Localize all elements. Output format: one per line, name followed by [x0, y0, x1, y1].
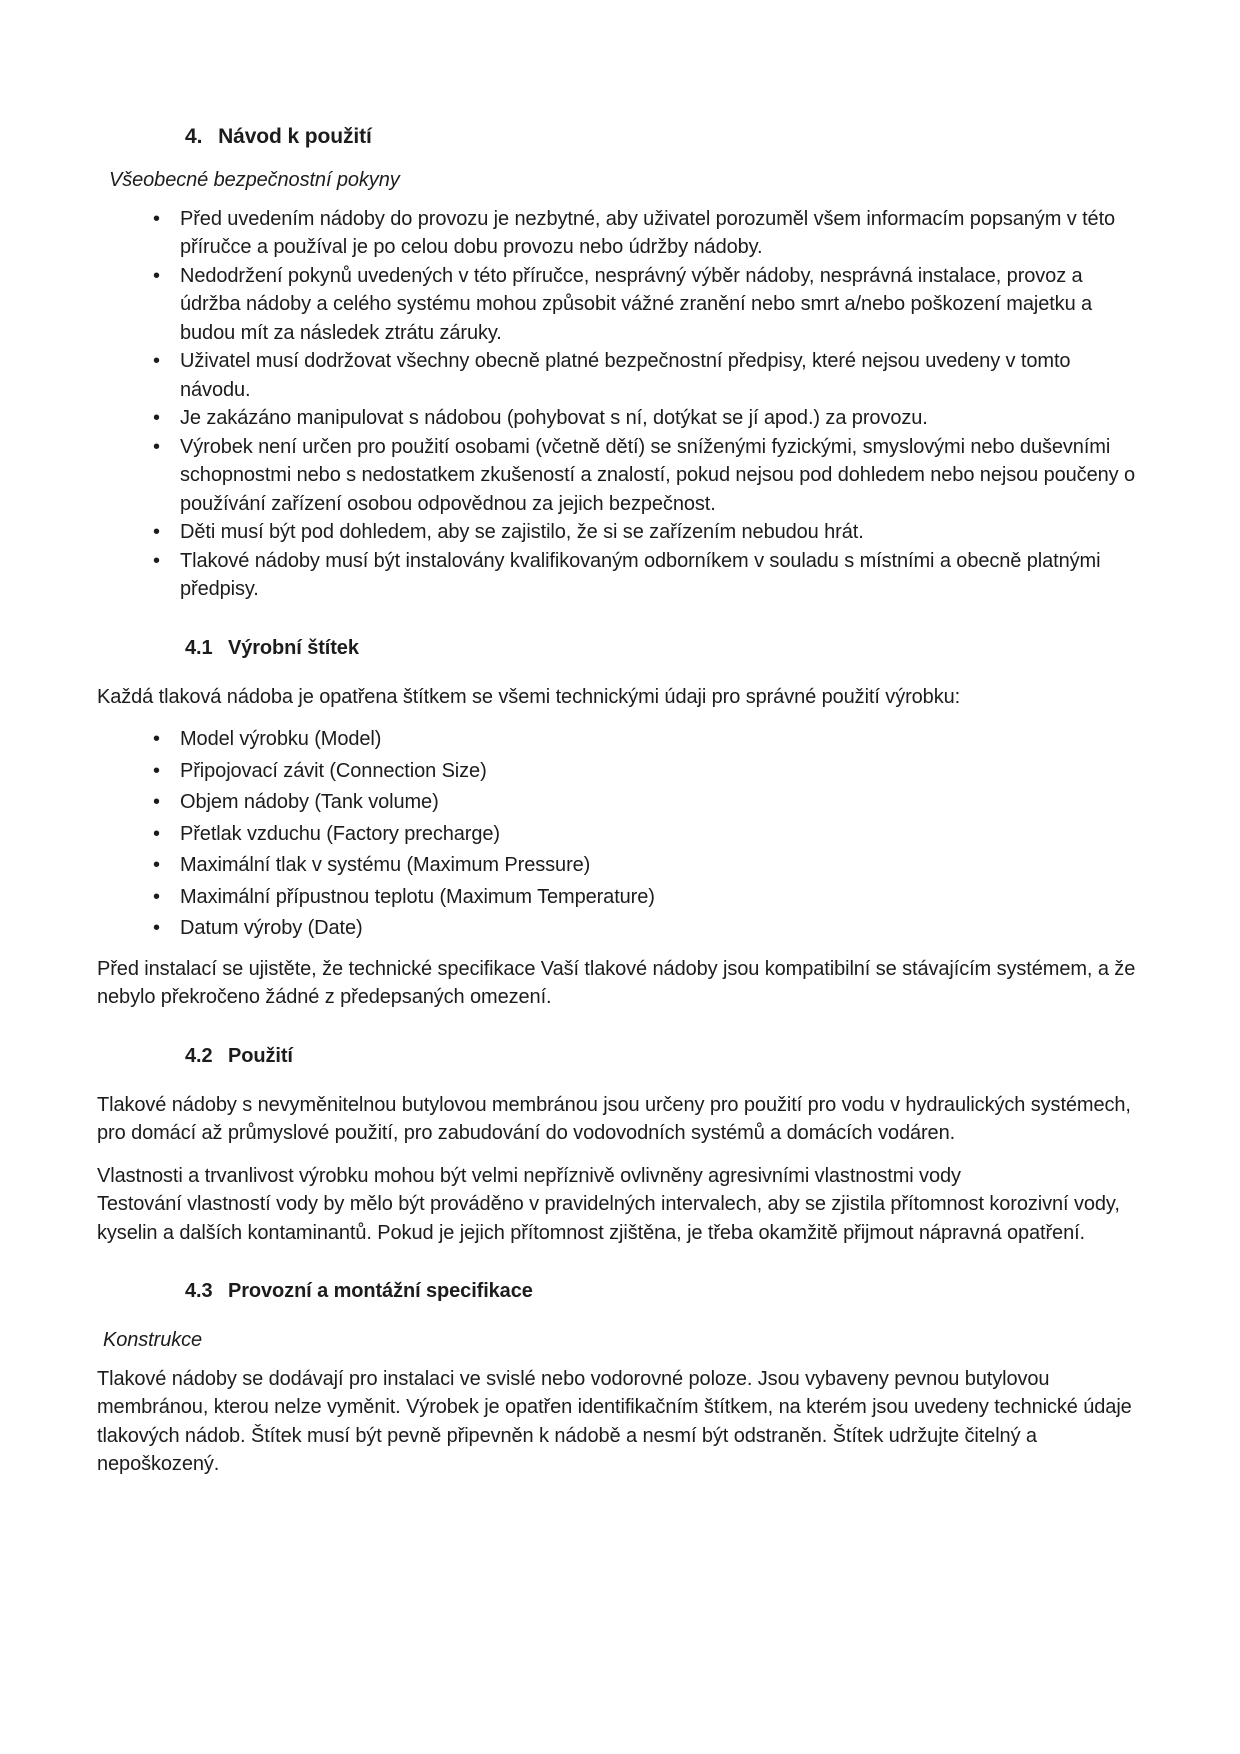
safety-subtitle: Všeobecné bezpečnostní pokyny	[109, 169, 400, 191]
list-item: • Před uvedením nádoby do provozu je nezbytné, aby uživatel porozuměl všem informacím popsaným v této příručce a používal je po celou dobu provozu nebo údržby nádoby.	[153, 205, 1140, 262]
label-intro-paragraph: Každá tlaková nádoba je opatřena štítkem se všemi technickými údaji pro správné použití výrobku:	[97, 685, 961, 708]
list-item: • Datum výroby (Date)	[153, 914, 1140, 943]
usage-paragraph-2	[97, 1162, 1140, 1248]
section-heading-4-2	[185, 1042, 1140, 1071]
construction-subtitle: Konstrukce	[103, 1329, 203, 1351]
list-item: • Tlakové nádoby musí být instalovány kvalifikovaným odborníkem v souladu s místními a obecně platnými předpisy.	[153, 547, 1140, 604]
list-item: • Maximální přípustnou teplotu (Maximum Temperature)	[153, 883, 1140, 912]
section-title: Návod k použití	[218, 125, 372, 148]
section-number: 4.1	[185, 636, 213, 659]
list-item: • Nedodržení pokynů uvedených v této příručce, nesprávný výběr nádoby, nesprávná instalace, provoz a údržba nádoby a celého systému mohou způsobit vážné zranění nebo smrt a/nebo poškození majetku a budou mít za následek ztrátu záruky.	[153, 262, 1140, 348]
paragraph-line: Testování vlastností vody by mělo být prováděno v pravidelných intervalech, aby se zjistila přítomnost korozivní vody, kyselin a dalších kontaminantů. Pokud je jejich přítomnost zjištěna, je třeba okamžitě přijmout nápravná opatření.	[97, 1193, 1120, 1244]
section-number: 4.2	[185, 1044, 213, 1067]
section-heading-4-3	[185, 1277, 1140, 1306]
label-fields-list	[153, 725, 1140, 943]
list-item: • Děti musí být pod dohledem, aby se zajistilo, že si se zařízením nebudou hrát.	[153, 518, 1140, 547]
section-title: Provozní a montážní specifikace	[227, 1280, 533, 1302]
construction-paragraph: Tlakové nádoby se dodávají pro instalaci ve svislé nebo vodorovné poloze. Jsou vybaveny pevnou butylovou membránou, kterou nelze vyměnit. Výrobek je opatřen identifikačním štítkem, na kterém jsou uvedeny technické údaje tlakových nádob. Štítek musí být pevně připevněn k nádobě a nesmí být odstraněn. Štítek udržujte čitelný a nepoškozený.	[97, 1367, 1132, 1475]
list-item: • Maximální tlak v systému (Maximum Pressure)	[153, 851, 1140, 880]
list-item: • Výrobek není určen pro použití osobami (včetně dětí) se sníženými fyzickými, smyslovými nebo duševními schopnostmi nebo s nedostatkem zkušeností a znalostí, pokud nejsou pod dohledem nebo nejsou poučeny o používání zařízení osobou odpovědnou za jejich bezpečnost.	[153, 433, 1140, 519]
section-title: Použití	[227, 1044, 293, 1067]
label-outro-paragraph: Před instalací se ujistěte, že technické specifikace Vaší tlakové nádoby jsou kompatibilní se stávajícím systémem, a že nebylo překročeno žádné z předepsaných omezení.	[97, 957, 1136, 1008]
list-item: • Uživatel musí dodržovat všechny obecně platné bezpečnostní předpisy, které nejsou uvedeny v tomto návodu.	[153, 347, 1140, 404]
section-heading-4	[185, 122, 1140, 152]
list-item: • Je zakázáno manipulovat s nádobou (pohybovat s ní, dotýkat se jí apod.) za provozu.	[153, 404, 1140, 433]
safety-bullet-list	[153, 205, 1140, 604]
section-number: 4.3	[185, 1280, 213, 1302]
section-heading-4-1	[185, 634, 1140, 663]
section-title: Výrobní štítek	[227, 636, 359, 659]
list-item: • Objem nádoby (Tank volume)	[153, 788, 1140, 817]
list-item: • Model výrobku (Model)	[153, 725, 1140, 754]
paragraph-line: Vlastnosti a trvanlivost výrobku mohou být velmi nepříznivě ovlivněny agresivními vlastnostmi vody	[97, 1164, 961, 1187]
usage-paragraph-1: Tlakové nádoby s nevyměnitelnou butylovou membránou jsou určeny pro použití pro vodu v hydraulických systémech, pro domácí až průmyslové použití, pro zabudování do vodovodních systémů a domácích vodáren.	[97, 1093, 1131, 1144]
list-item: • Připojovací závit (Connection Size)	[153, 757, 1140, 786]
section-number: 4.	[185, 125, 203, 148]
list-item: • Přetlak vzduchu (Factory precharge)	[153, 820, 1140, 849]
